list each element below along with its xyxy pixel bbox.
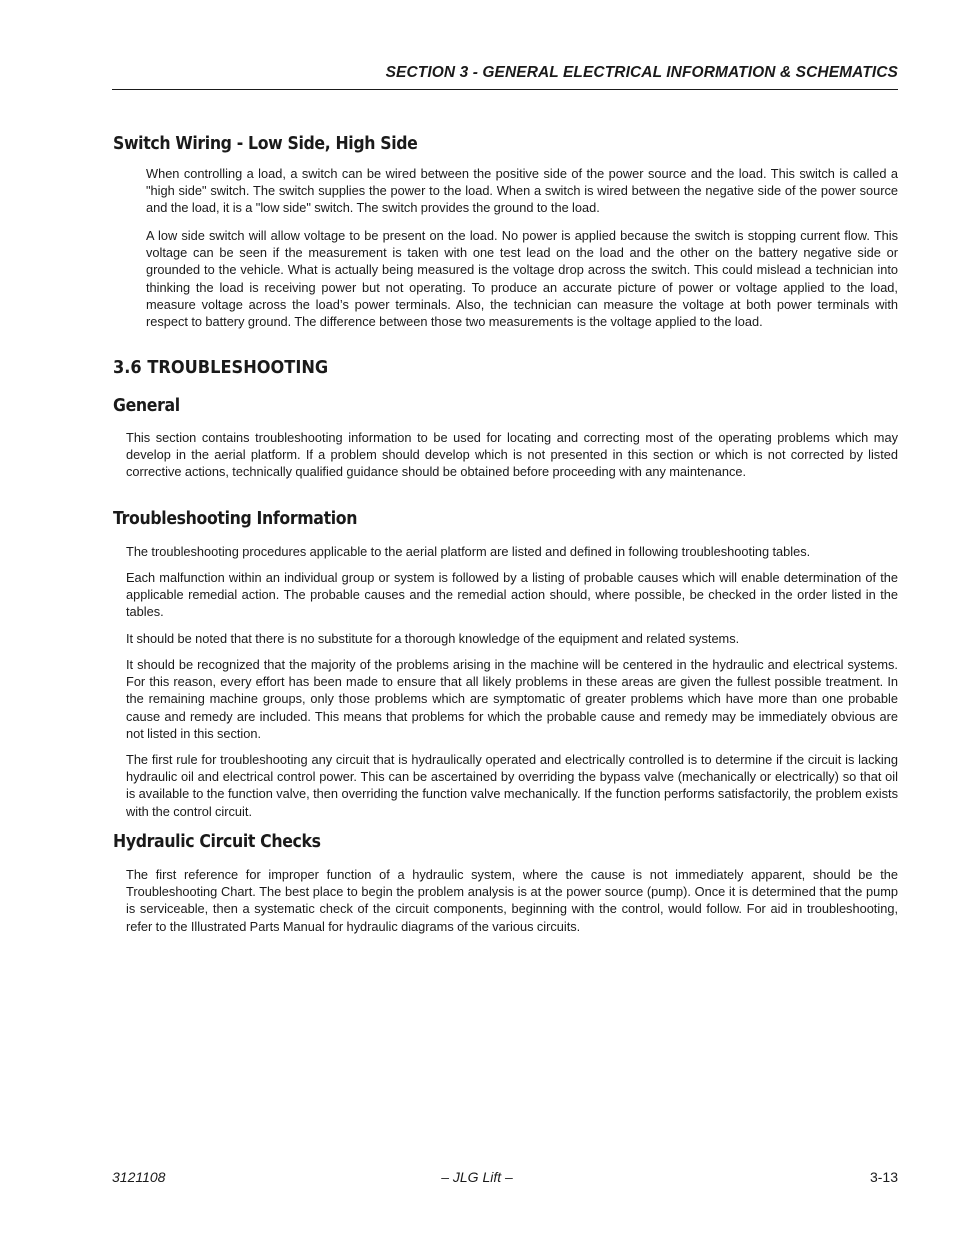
general-heading: General: [113, 396, 180, 416]
page-number: 3-13: [869, 1169, 898, 1185]
troubleshooting-info-paragraph-1: The troubleshooting procedures applicable to the aerial platform are listed and defined in following troubleshooting tables.: [126, 544, 811, 559]
switch-wiring-paragraph-2: A low side switch will allow voltage to be present on the load. No power is applied because the switch is stopping current flow. This voltage can be seen if the measurement is taken with one test lead on the load and the other on the battery negative side or grounded to the vehicle. What is actually being measured is the voltage drop across the switch. This could mislead a technician into thinking the load is receiving power but not operating. To produce an accurate picture of power or voltage applied to the load, measure voltage across the load’s power terminals. Also, the technician can measure the voltage at both power terminals with respect to battery ground. The difference between those two measurements is the voltage applied to the load.: [146, 228, 898, 330]
troubleshooting-info-paragraph-3: It should be noted that there is no substitute for a thorough knowledge of the equipment and related systems.: [126, 631, 740, 646]
switch-wiring-paragraph-1: When controlling a load, a switch can be wired between the positive side of the power source and the load. This switch is called a "high side" switch. The switch supplies the power to the load. When a switch is wired between the negative side of the power source and the load, it is a "low side" switch. The switch provides the ground to the load.: [146, 166, 898, 216]
switch-wiring-heading: Switch Wiring - Low Side, High Side: [113, 134, 418, 154]
header-divider: [112, 89, 898, 90]
troubleshooting-info-paragraph-2: Each malfunction within an individual group or system is followed by a listing of probable causes which will enable determination of the applicable remedial action. The probable causes and the remedial action should, where possible, be checked in the order listed in the tables.: [126, 570, 898, 620]
troubleshooting-info-paragraph-4: It should be recognized that the majority of the problems arising in the machine will be centered in the hydraulic and electrical systems. For this reason, every effort has been made to ensure that all likely problems in these areas are given the fullest possible treatment. In the remaining machine groups, only those problems which are symptomatic of greater problems which have more than one probable cause and remedy are included. This means that problems for which the probable cause and remedy may be immediately obvious are not listed in this section.: [126, 657, 898, 741]
hydraulic-circuit-checks-heading: Hydraulic Circuit Checks: [113, 832, 321, 852]
general-paragraph: This section contains troubleshooting information to be used for locating and correcting most of the operating problems which may develop in the aerial platform. If a problem should develop which is not presented in this section or which is not corrected by listed corrective actions, technically qualified guidance should be obtained before proceeding with any maintenance.: [126, 430, 898, 480]
document-number: 3121108: [112, 1169, 166, 1185]
hydraulic-circuit-checks-paragraph: The first reference for improper function of a hydraulic system, where the cause is not immediately apparent, should be the Troubleshooting Chart. The best place to begin the problem analysis is at the power source (pump). Once it is determined that the pump is serviceable, then a systematic check of the circuit components, beginning with the control, would follow. For aid in troubleshooting, refer to the Illustrated Parts Manual for hydraulic diagrams of the various circuits.: [126, 867, 898, 934]
publisher-name: – JLG Lift –: [441, 1169, 513, 1185]
troubleshooting-section-heading: 3.6 TROUBLESHOOTING: [113, 357, 329, 378]
troubleshooting-info-paragraph-5: The first rule for troubleshooting any circuit that is hydraulically operated and electrically controlled is to determine if the circuit is lacking hydraulic oil and electrical control power. This can be ascertained by overriding the bypass valve (mechanically or electrically) so that oil is available to the function valve, then overriding the function valve mechanically. If the function performs satisfactorily, the problem exists with the control circuit.: [126, 752, 898, 819]
section-title: SECTION 3 - GENERAL ELECTRICAL INFORMATION & SCHEMATICS: [385, 64, 898, 81]
troubleshooting-information-heading: Troubleshooting Information: [113, 509, 358, 529]
